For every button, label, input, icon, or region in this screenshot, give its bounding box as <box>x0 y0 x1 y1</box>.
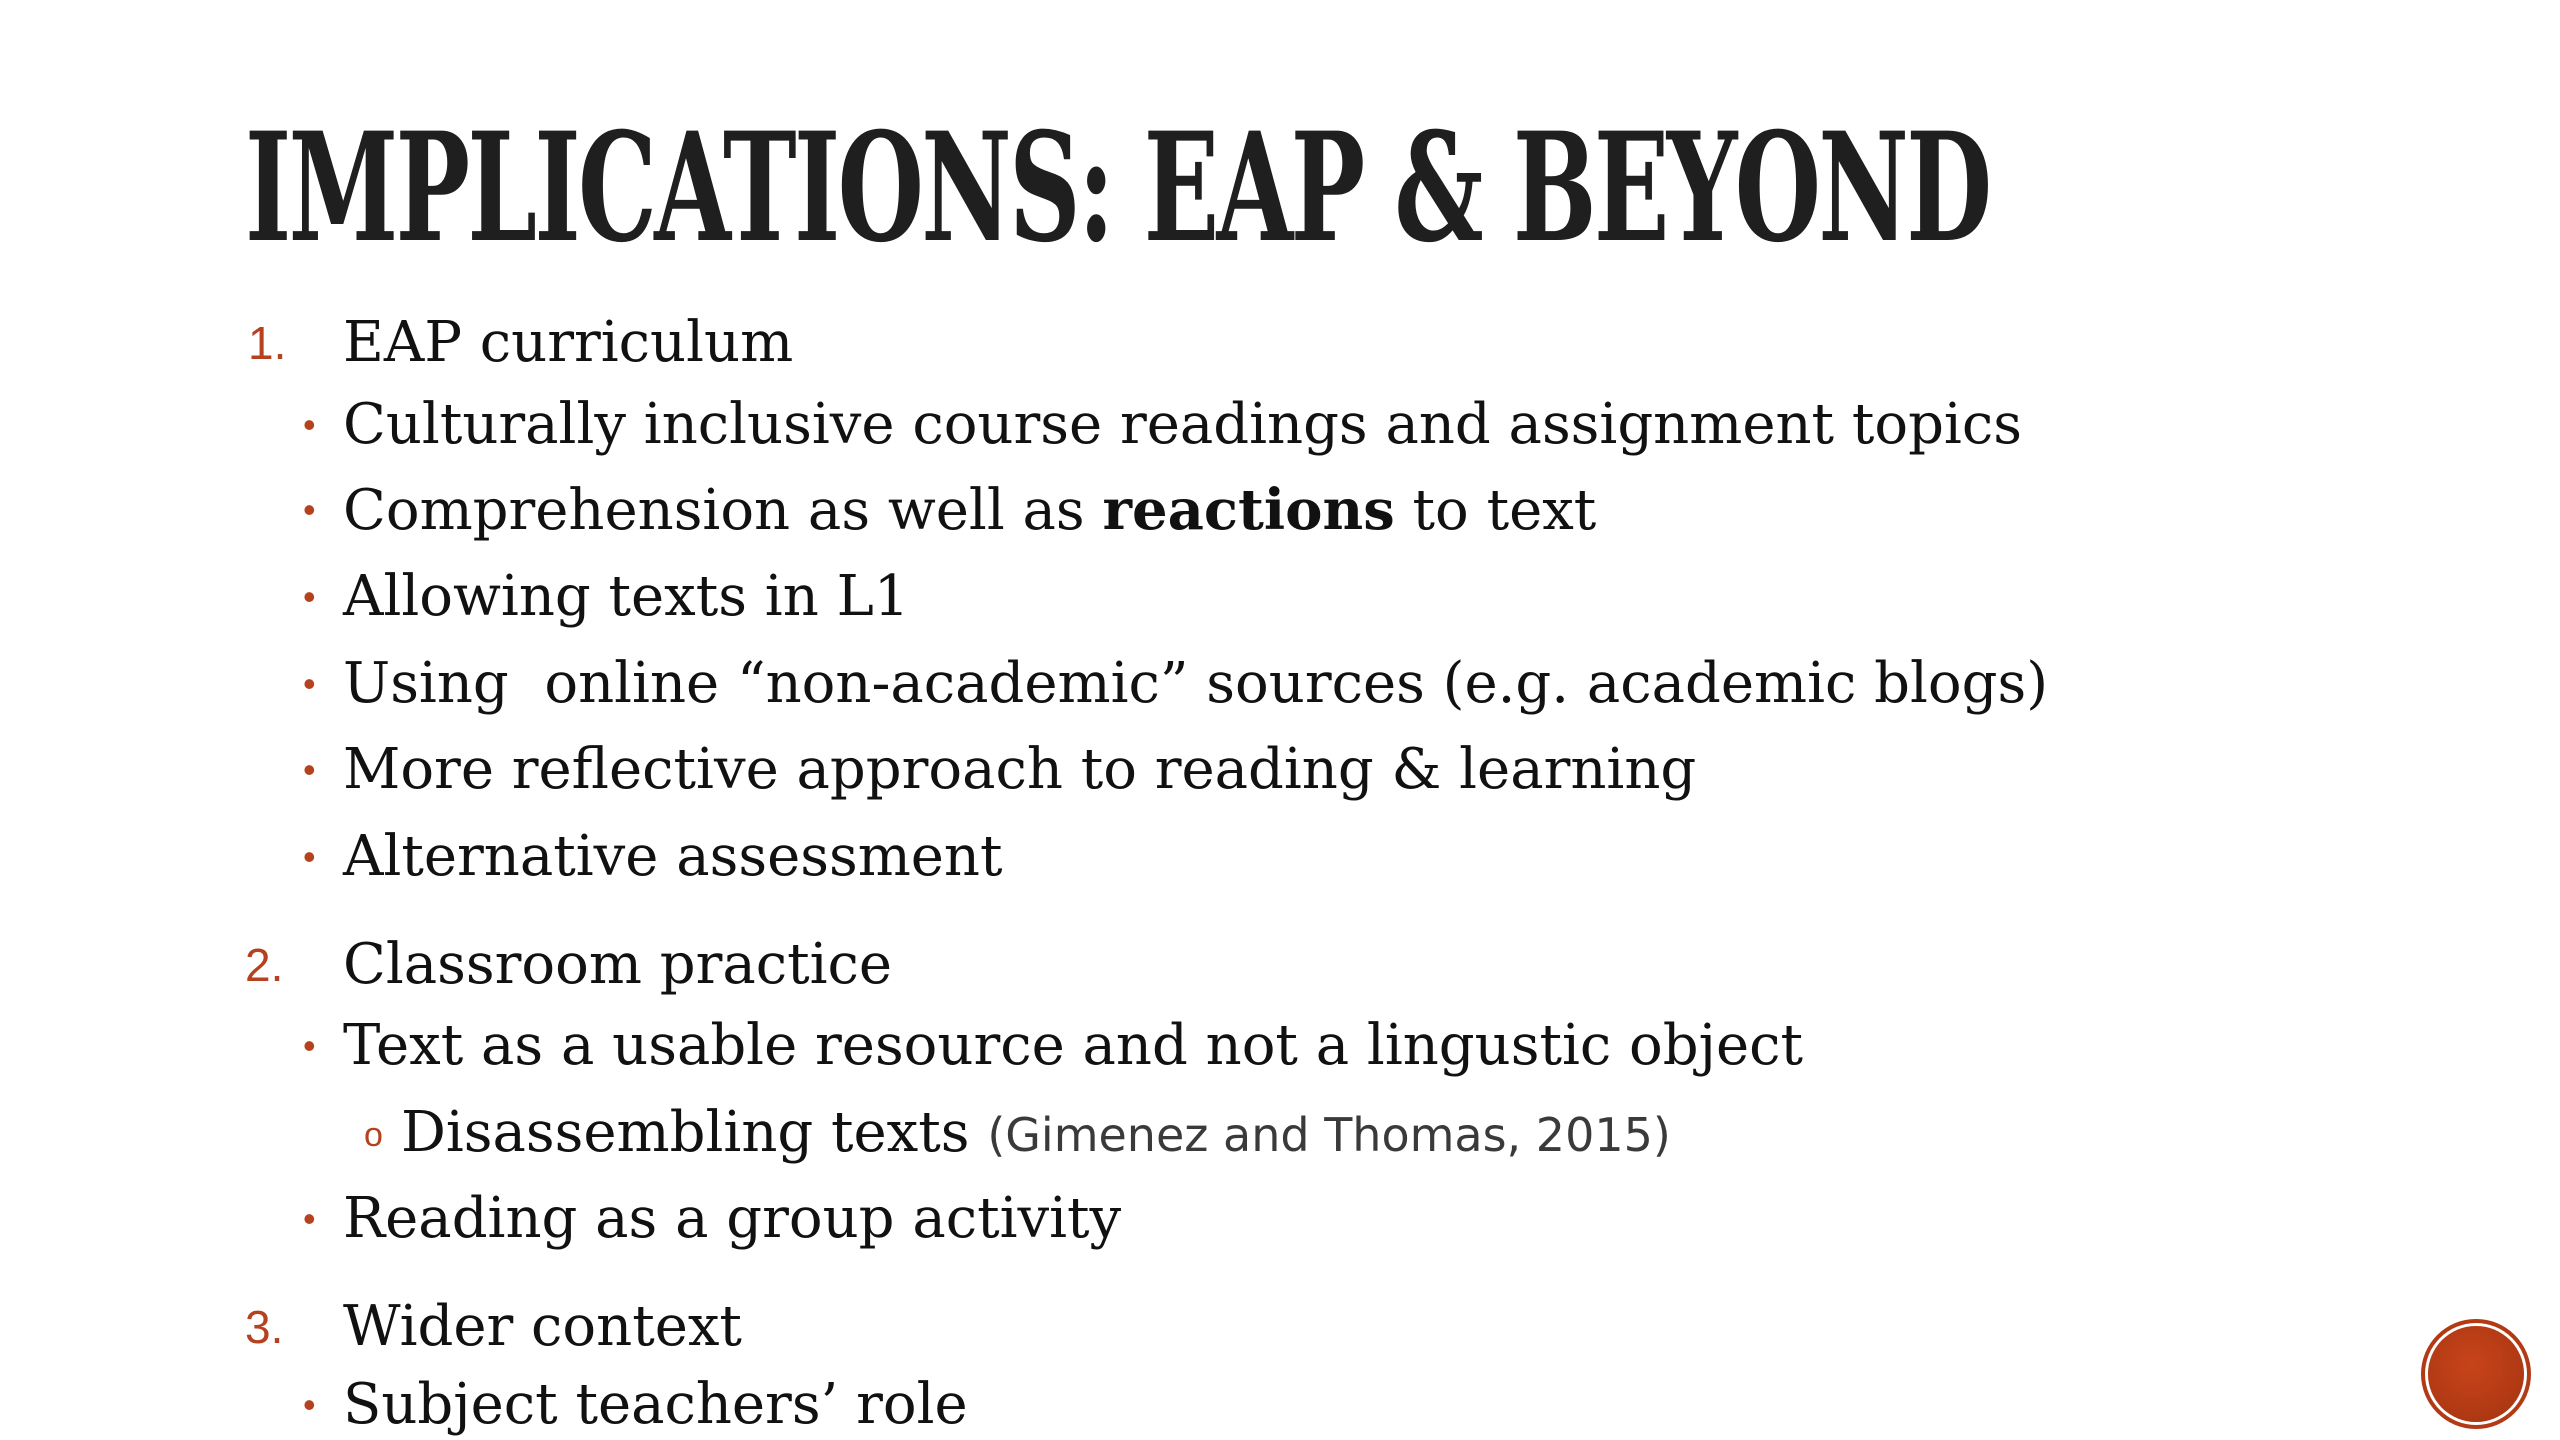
bullet-item: Using online “non-academic” sources (e.g. academic blogs) <box>343 651 2049 716</box>
bullet-icon: • <box>303 749 316 790</box>
bullet-icon: • <box>303 1384 316 1425</box>
bullet-icon: • <box>303 836 316 877</box>
sub-bullet-item <box>401 1098 1671 1170</box>
bullet-text: Comprehension as well as <box>343 478 1085 543</box>
bullet-item: Culturally inclusive course readings and assignment topics <box>343 392 2022 457</box>
sub-bullet-text: Disassembling texts <box>401 1100 970 1165</box>
bullet-text: to text <box>1412 478 1597 543</box>
section-heading-3: Wider context <box>343 1294 742 1359</box>
section-number-3: 3. <box>245 1301 284 1353</box>
bullet-item <box>343 475 1596 546</box>
sub-bullet-icon: o <box>364 1116 383 1154</box>
bullet-icon: • <box>303 404 316 445</box>
slide-title: IMPLICATIONS: EAP & BEYOND <box>245 100 1990 276</box>
section-heading-2: Classroom practice <box>343 932 893 997</box>
bullet-item: Text as a usable resource and not a lingustic object <box>343 1013 1803 1078</box>
citation: (Gimenez and Thomas, 2015) <box>987 1108 1671 1162</box>
bullet-item: Allowing texts in L1 <box>343 564 910 629</box>
bullet-icon: • <box>303 576 316 617</box>
bullet-item: More reflective approach to reading & learning <box>343 737 1697 802</box>
section-number-2: 2. <box>245 939 284 991</box>
bullet-item: Reading as a group activity <box>343 1186 1122 1251</box>
page-badge-icon[interactable] <box>2428 1326 2524 1422</box>
bullet-icon: • <box>303 489 316 530</box>
section-number-1: 1. <box>248 317 287 369</box>
bullet-item: Subject teachers’ role <box>343 1372 968 1437</box>
bullet-icon: • <box>303 663 316 704</box>
bullet-emphasis: reactions <box>1102 477 1395 543</box>
section-heading-1: EAP curriculum <box>343 310 794 375</box>
bullet-item: Alternative assessment <box>343 824 1003 889</box>
bullet-icon: • <box>303 1025 316 1066</box>
bullet-icon: • <box>303 1198 316 1239</box>
